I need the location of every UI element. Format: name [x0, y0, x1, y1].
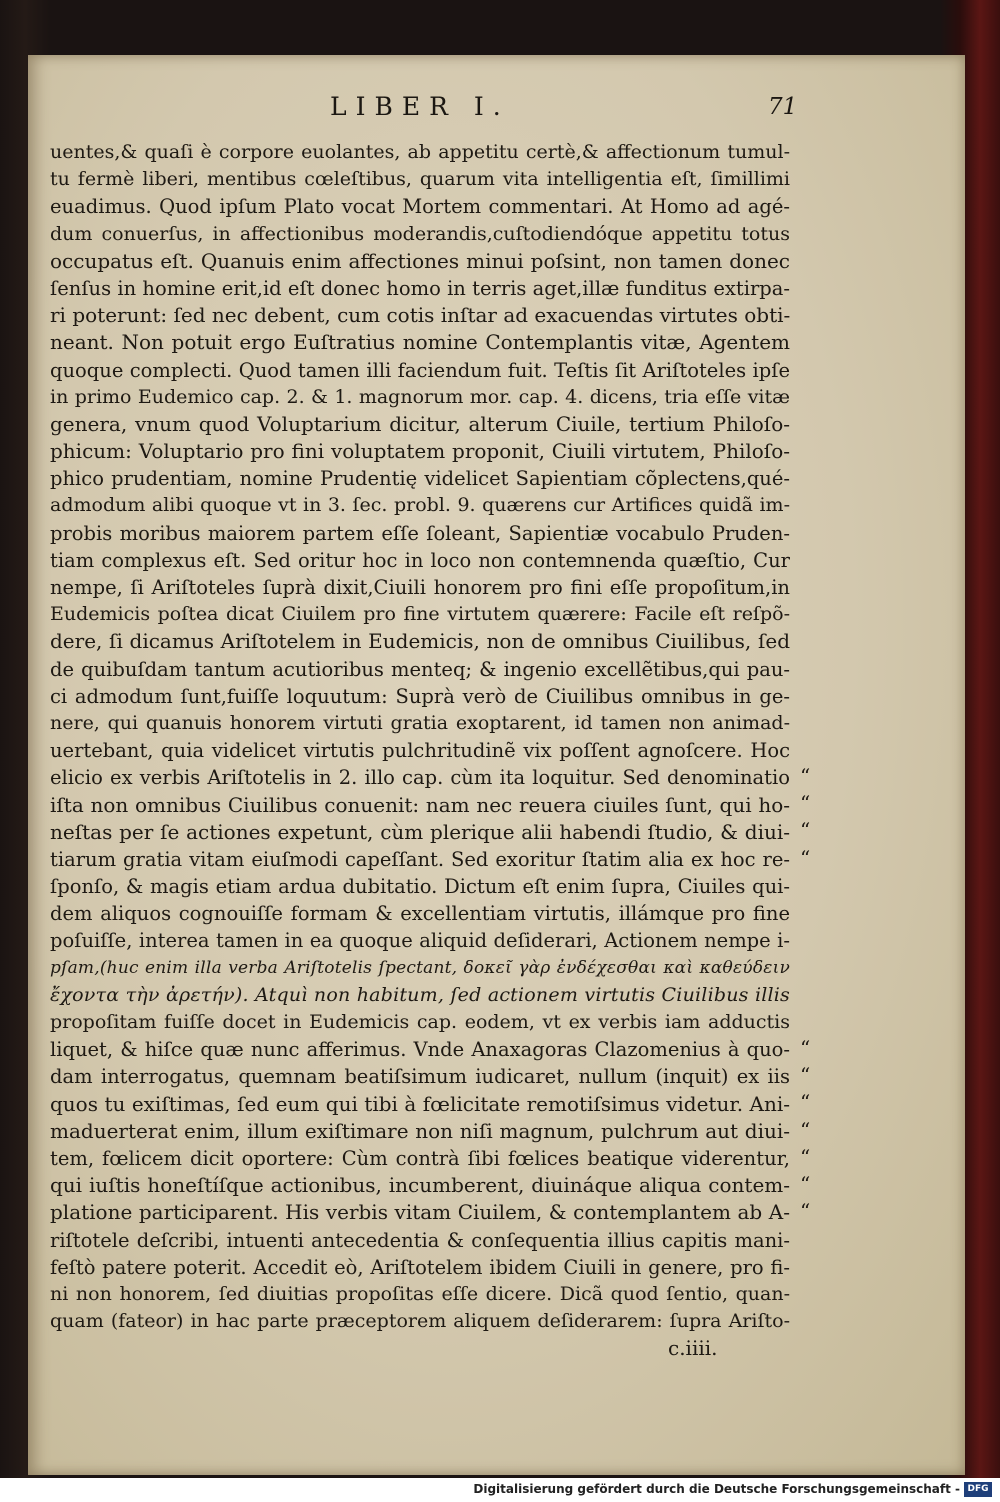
text-line: ci admodum ſunt,fuiſſe loquutum: Suprà verò de Ciuilibus omnibus in ge- [50, 684, 790, 708]
running-title: LIBER I. [330, 92, 510, 121]
text-line: in primo Eudemico cap. 2. & 1. magnorum mor. cap. 4. dicens, tria eſſe vitæ [50, 385, 790, 408]
text-line: elicio ex verbis Ariſtotelis in 2. illo cap. cùm ita loquitur. Sed denominatio [50, 766, 790, 790]
marginal-quote-mark: “ [800, 764, 811, 788]
text-line: tiam complexus eſt. Sed oritur hoc in loco non contemnenda quæſtio, Cur [50, 548, 790, 572]
text-line: phico prudentiam, nomine Prudentię videlicet Sapientiam cõplectens,qué- [50, 467, 790, 491]
marginal-quote-mark: “ [800, 845, 811, 870]
text-line: ſenſus in homine erit,id eſt donec homo in terris aget,illæ funditus extirpa- [50, 276, 790, 300]
text-line: Eudemicis poſtea dicat Ciuilem pro fine virtutem quærere: Facile eſt reſpõ- [50, 603, 790, 626]
text-line: admodum alibi quoque vt in 3. ſec. probl. 9. quærens cur Artifices quidã im- [50, 494, 790, 517]
text-line: tiarum gratia vitam eiuſmodi capeſſant. Sed exoritur ſtatim alia ex hoc re- [50, 847, 790, 871]
text-line: dere, ſi dicamus Ariſtotelem in Eudemicis, non de omnibus Ciuilibus, ſed [50, 629, 790, 654]
text-line: dum conuerſus, in affectionibus moderandis,cuſtodiendóque appetitu totus [50, 222, 790, 245]
text-line: quos tu exiſtimas, ſed eum qui tibi à fœlicitate remotiſsimus videtur. Ani- [50, 1091, 790, 1116]
text-line: occupatus eſt. Quanuis enim affectiones minui poſsint, non tamen donec [50, 248, 790, 273]
text-line: uentes,& quaſi è corpore euolantes, ab appetitu certè,& affectionum tumul- [50, 141, 790, 163]
text-line: poſuiſſe, interea tamen in ea quoque aliquid deſiderari, Actionem nempe i- [50, 929, 790, 953]
text-line: nere, qui quanuis honorem virtuti gratia exoptarent, id tamen non animad- [50, 711, 790, 734]
text-line: qui iuſtis honeſtíſque actionibus, incumberent, diuináque aliqua contem- [50, 1173, 790, 1198]
marginal-quote-mark: “ [800, 1172, 811, 1196]
dfg-logo-icon: DFG [964, 1482, 992, 1497]
text-line: nempe, ſi Ariſtoteles ſuprà dixit,Ciuili honorem pro fini eſſe propoſitum,in [50, 576, 790, 599]
text-line: feſtò patere poterit. Accedit eò, Ariſtotelem ibidem Ciuili in genere, pro fi- [50, 1255, 790, 1279]
text-line: genera, vnum quod Voluptarium dicitur, alterum Ciuile, tertium Philoſo- [50, 411, 790, 436]
marginal-quote-mark: “ [800, 791, 811, 816]
text-line: dam interrogatus, quemnam beatiſsimum iudicaret, nullum (inquit) ex iis [50, 1065, 790, 1089]
text-line: tem, fœlicem dicit oportere: Cùm contrà ſibi fœlices beatique viderentur, [50, 1146, 790, 1170]
marginal-quote-mark: “ [800, 1090, 811, 1115]
text-line: platione participarent. His verbis vitam Ciuilem, & contemplantem ab A- [50, 1200, 790, 1225]
text-line: ἔχοντα τὴν ἀρετήν). Atquì non habitum, ſed actionem virtutis Ciuilibus illis [50, 983, 790, 1006]
text-line: phicum: Voluptario pro fini voluptatem proponit, Ciuili virtutem, Philoſo- [50, 439, 790, 464]
text-line: uertebant, quia videlicet virtutis pulchritudinẽ vix poſſent agnoſcere. Hoc [50, 739, 790, 763]
text-line: quam (fateor) in hac parte præceptorem aliquem deſiderarem: ſupra Ariſto- [50, 1310, 790, 1333]
text-line: liquet, & hiſce quæ nunc afferimus. Vnde Anaxagoras Clazomenius à quo- [50, 1038, 790, 1062]
footer-bar [0, 1478, 1000, 1502]
text-line: ſponſo, & magis etiam ardua dubitatio. Dictum eſt enim ſupra, Ciuiles qui- [50, 875, 790, 899]
marginal-quote-mark: “ [800, 1063, 811, 1088]
body-text [50, 139, 790, 1335]
text-line: probis moribus maiorem partem eſſe ſoleant, Sapientiæ vocabulo Pruden- [50, 521, 790, 545]
marginal-quote-mark: “ [800, 1199, 811, 1224]
text-line: neant. Non potuit ergo Euſtratius nomine Contemplantis vitæ, Agentem [50, 330, 790, 355]
text-line: neſtas per ſe actiones expetunt, cùm plerique alii habendi ſtudio, & diui- [50, 819, 790, 844]
text-line: quoque complecti. Quod tamen illi faciendum fuit. Teſtis ſit Ariſtoteles ipſe [50, 358, 790, 382]
funding-notice: Digitalisierung gefördert durch die Deutsche Forschungsgemeinschaft - [473, 1482, 960, 1496]
text-line: iſta non omnibus Ciuilibus conuenit: nam nec reuera ciuiles ſunt, qui ho- [50, 792, 790, 817]
page-number: 71 [768, 94, 798, 120]
text-line: pſam,(huc enim illa verba Ariſtotelis ſpectant, δοκεῖ γὰρ ἐνδέχεσθαι καὶ καθεύδειν [50, 957, 790, 978]
marginal-quote-mark: “ [800, 1036, 811, 1060]
text-line: maduerterat enim, illum exiſtimare non niſi magnum, pulchrum aut diui- [50, 1118, 790, 1143]
text-line: ni non honorem, ſed diuitias propoſitas eſſe dicere. Dicã quod ſentio, quan- [50, 1282, 790, 1305]
text-line: euadimus. Quod ipſum Plato vocat Mortem commentari. At Homo ad agé- [50, 195, 790, 219]
text-line: riſtotele deſcribi, intuenti antecedentia & conſequentia illius capitis mani- [50, 1228, 790, 1252]
text-line: ri poterunt: ſed nec debent, cum cotis inſtar ad exacuendas virtutes obti- [50, 303, 791, 328]
text-line: de quibuſdam tantum acutioribus menteq; & ingenio excellẽtibus,qui pau- [50, 657, 790, 681]
catchword: c.iiii. [668, 1336, 718, 1360]
text-line: dem aliquos cognouiſſe formam & excellentiam virtutis, illámque pro fine [50, 902, 790, 926]
text-line: propoſitam fuiſſe docet in Eudemicis cap. eodem, vt ex verbis iam adductis [50, 1011, 790, 1033]
marginal-quote-mark: “ [800, 1144, 811, 1169]
text-line: tu fermè liberi, mentibus cœleſtibus, quarum vita intelligentia eſt, ſimillimi [50, 168, 790, 191]
marginal-quote-mark: “ [800, 818, 811, 843]
marginal-quote-mark: “ [800, 1117, 811, 1142]
running-head [0, 92, 1000, 132]
